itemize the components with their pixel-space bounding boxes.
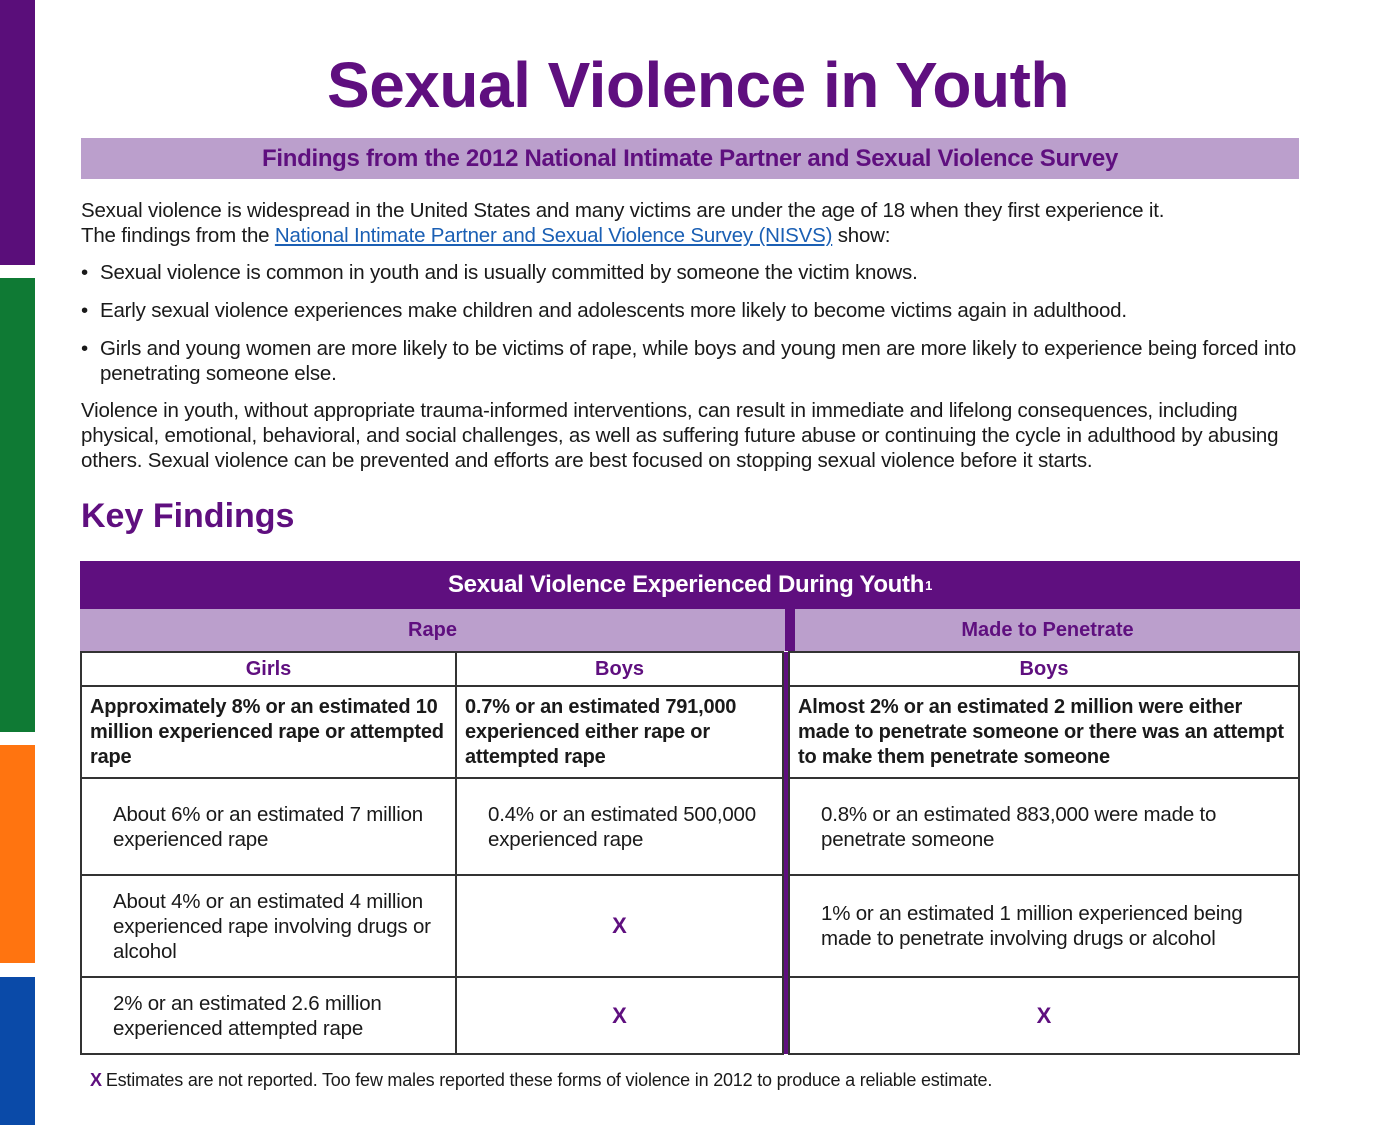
cell-boys-mtp	[789, 778, 1299, 875]
group-header-rape: Rape	[408, 618, 457, 641]
col-header-boys-mtp: Boys	[789, 652, 1299, 686]
closing-paragraph: Violence in youth, without appropriate trauma-informed interventions, can result in immediate and lifelong consequences, including physical, emotional, behavioral, and social challenges, as well as suffering future abuse or continuing the cycle in adulthood by abusing others. Sexual violence can be prevented and efforts are best focused on stopping sexual violence before it starts.	[81, 399, 1279, 472]
cell-text: 2% or an estimated 2.6 million experienced attempted rape	[113, 991, 382, 1040]
not-reported-mark: X	[456, 977, 783, 1054]
intro-line-2-before: The findings from the	[81, 224, 275, 247]
table-group-header	[80, 609, 1300, 651]
subtitle-text: Findings from the 2012 National Intimate Partner and Sexual Violence Survey	[262, 144, 1118, 172]
footnote-text: Estimates are not reported. Too few males reported these forms of violence in 2012 to produce a reliable estimate.	[105, 1070, 993, 1090]
group-header-made-to-penetrate: Made to Penetrate	[961, 618, 1134, 641]
side-bar-blue	[0, 977, 35, 1125]
cell-boys-rape	[456, 778, 783, 875]
subtitle-band	[81, 138, 1299, 179]
findings-bullet-list	[81, 260, 1299, 399]
cell-text: Almost 2% or an estimated 2 million were either made to penetrate someone or there was an attempt to make them penetrate someone	[798, 695, 1284, 768]
table-column-headers	[81, 652, 1299, 686]
cell-text: Approximately 8% or an estimated 10 million experienced rape or attempted rape	[90, 695, 444, 768]
side-bar-purple	[0, 0, 35, 265]
cell-text: 0.4% or an estimated 500,000 experienced rape	[488, 802, 756, 851]
intro-paragraph	[81, 198, 1299, 248]
table-title-text: Sexual Violence Experienced During Youth	[447, 571, 925, 598]
not-reported-mark: X	[456, 875, 783, 977]
table-row	[81, 778, 1299, 875]
cell-girls	[81, 977, 456, 1054]
not-reported-mark: X	[789, 977, 1299, 1054]
col-header-boys-rape: Boys	[456, 652, 783, 686]
cell-girls	[81, 778, 456, 875]
bullet-item: • Sexual violence is common in youth and is usually committed by someone the victim knows.	[81, 260, 1299, 285]
cell-girls	[81, 875, 456, 977]
cell-text: 0.8% or an estimated 883,000 were made to penetrate someone	[821, 802, 1217, 851]
cell-boys-mtp	[789, 875, 1299, 977]
side-bar-orange	[0, 745, 35, 963]
key-findings-table	[80, 561, 1300, 1055]
bullet-item: • Early sexual violence experiences make children and adolescents more likely to become victims again in adulthood.	[81, 298, 1299, 323]
cell-text: About 6% or an estimated 7 million experienced rape	[113, 802, 423, 851]
page-title: Sexual Violence in Youth	[327, 49, 1069, 121]
intro-line-1: Sexual violence is widespread in the United States and many victims are under the age of 18 when they first experience it.	[81, 199, 1165, 222]
table-title-footnote: 1	[925, 577, 933, 593]
group-divider	[785, 609, 795, 651]
table-title	[80, 561, 1300, 609]
cell-boys-mtp-lead	[789, 686, 1299, 778]
table-footnote	[90, 1070, 992, 1091]
cell-text: 0.7% or an estimated 791,000 experienced either rape or attempted rape	[465, 695, 737, 768]
table-row	[81, 875, 1299, 977]
nisvs-link[interactable]: National Intimate Partner and Sexual Violence Survey (NISVS)	[274, 224, 833, 247]
footnote-marker: X	[90, 1070, 102, 1090]
key-findings-heading: Key Findings	[81, 497, 295, 535]
side-bar-green	[0, 278, 35, 732]
bullet-item: • Girls and young women are more likely to be victims of rape, while boys and young men are more likely to experience being forced into penetrating someone else.	[81, 336, 1299, 386]
col-header-girls: Girls	[81, 652, 456, 686]
cell-text: 1% or an estimated 1 million experienced being made to penetrate involving drugs or alcohol	[821, 902, 1243, 950]
table-row	[81, 686, 1299, 778]
table-row	[81, 977, 1299, 1054]
cell-text: About 4% or an estimated 4 million experienced rape involving drugs or alcohol	[113, 889, 431, 963]
cell-girls-lead	[81, 686, 456, 778]
cell-boys-rape-lead	[456, 686, 783, 778]
intro-line-2-after: show:	[832, 224, 891, 247]
findings-grid	[80, 651, 1300, 1055]
